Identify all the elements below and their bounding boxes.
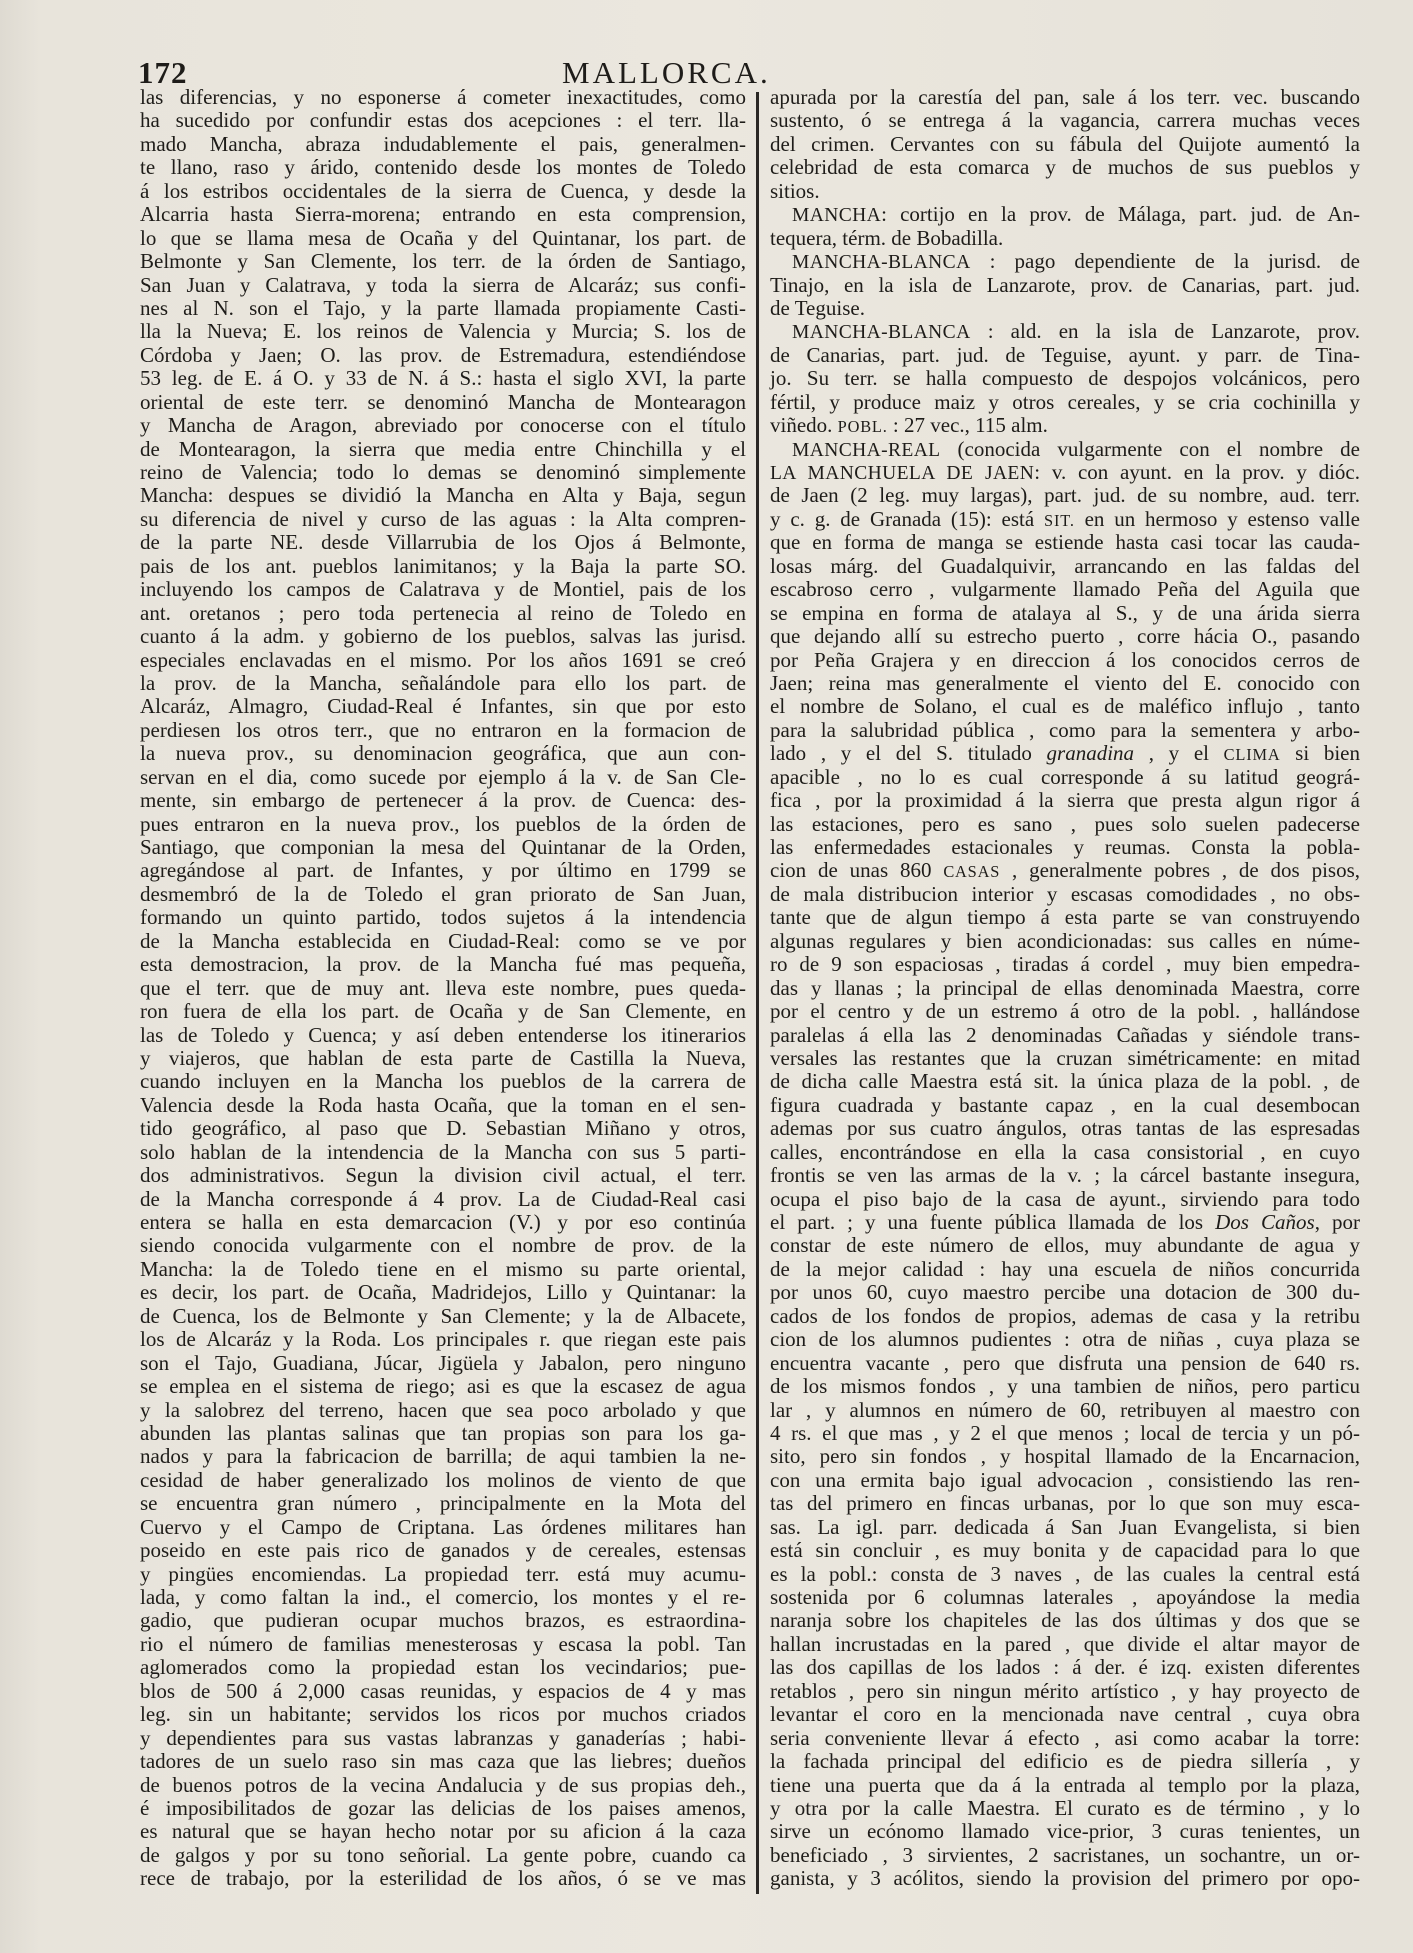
text-line: y dependientes para sus vastas labranzas y ganaderías ; habi- [140,1725,746,1750]
text-line: las diferencias, y no esponerse á cometer inexactitudes, como [140,85,746,109]
text-line: entera se halla en esta demarcacion (V.) y por eso continúa [140,1210,746,1234]
text-line: la nueva prov., su denominacion geográfica, que aun con- [140,741,746,766]
text-run: lado , y el del S. titulado [770,741,1047,766]
text-line: Córdoba y Jaen; O. las prov. de Estremadura, estendiéndose [140,342,746,367]
text-line: 4 rs. el que mas , y 2 el que menos ; local de tercia y un pó- [770,1420,1360,1445]
text-run: sitios. [770,178,820,203]
left-column [140,86,746,1891]
italic-run: granadina [1046,741,1135,766]
text-line: sirve un ecónomo llamado vice-prior, 3 curas tenientes, un [770,1819,1360,1844]
text-line: Valencia desde la Roda hasta Ocaña, que la toman en el sen- [140,1092,746,1117]
text-run: , por [1314,1210,1360,1234]
text-line: de los mismos fondos , y una tambien de niños, pero particu [770,1374,1360,1399]
text-line: sito, pero sin fondos , y hospital llamado de la Encarnacion, [770,1444,1360,1469]
text-line: sas. La igl. parr. dedicada á San Juan Evangelista, si bien [770,1514,1360,1539]
text-line: el nombre de Solano, el cual es de maléfico influjo , tanto [770,694,1360,719]
text-line: ha sucedido por confundir estas dos acepciones : el terr. lla- [140,108,746,133]
text-line: Jaen; reina mas generalmente el viento del E. conocido con [770,670,1360,695]
text-line: sustento, ó se entrega á la vagancia, carrera muchas veces [770,108,1360,133]
text-line: formando un quinto partido, todos sujetos á la intendencia [140,905,746,930]
text-line: de la mejor calidad : hay una escuela de niños concurrida [770,1256,1360,1281]
small-caps-run: CLIMA [1223,745,1281,765]
text-line [770,414,1360,437]
headword: LA MANCHUELA DE JAEN [770,463,1035,484]
text-line: se encuentra gran número , principalmente en la Mota del [140,1491,746,1516]
text-line [770,461,1360,484]
text-line: seria conveniente llevar á efecto , asi como acabar la torre: [770,1725,1360,1750]
text-line: por el centro y de un estremo á otro de la pobl. , hallándose [770,999,1360,1024]
text-line: calles, encontrándose en ella la casa consistorial , en cuyo [770,1139,1360,1164]
text-line: versales las restantes que la cruzan simétricamente: en mitad [770,1045,1360,1070]
text-line: Santiago, que componian la mesa del Quintanar de la Orden, [140,835,746,859]
text-line: nes al N. son el Tajo, y la parte llamada propiamente Casti- [140,295,746,320]
text-line: beneficiado , 3 sirvientes, 2 sacristanes, un sochantre, un or- [770,1842,1360,1867]
text-line: lada, y como faltan la ind., el comercio, los montes y el re- [140,1585,746,1609]
text-run: de Teguise. [770,295,865,320]
text-line: gadio, que pudieran ocupar muchos brazos, es estraordina- [140,1608,746,1633]
text-line [770,1211,1360,1234]
text-line [770,742,1360,765]
text-line: frontis se ven las armas de la v. ; la cárcel bastante insegura, [770,1163,1360,1188]
headword: MANCHA [792,205,882,227]
text-line: á los estribos occidentales de la sierra de Cuenca, y desde la [140,178,746,203]
text-line: poseido en este pais rico de ganados y de cereales, estensas [140,1538,746,1563]
text-line: los de Alcaráz y la Roda. Los principales r. que riegan este pais [140,1327,746,1352]
right-column [770,86,1360,1891]
text-line: 53 leg. de E. á O. y 33 de N. á S.: hasta el siglo XVI, la parte [140,366,746,391]
text-line: nados y para la fabricacion de barrilla; de aqui tambien la ne- [140,1444,746,1469]
text-line: de Canarias, part. jud. de Teguise, ayunt. y parr. de Tina- [770,342,1360,367]
text-line: de galgos y por su tono señorial. La gente pobre, cuando ca [140,1842,746,1867]
text-run: : ald. en la isla de Lanzarote, prov. [970,319,1360,344]
text-line: para la salubridad pública , como para la sementera y arbo- [770,717,1360,742]
text-line: lo que se llama mesa de Ocaña y del Quintanar, los part. de [140,225,746,250]
text-line: por Peña Grajera y en direccion á los conocidos cerros de [770,647,1360,672]
text-line: las enfermedades estacionales y reumas. Consta la pobla- [770,835,1360,859]
text-line: hallan incrustadas en la pared , que divide el altar mayor de [770,1631,1360,1656]
text-line: las dos capillas de los lados : á der. é izq. existen diferentes [770,1655,1360,1680]
text-line: aglomerados como la propiedad estan los vecindarios; pue- [140,1655,746,1680]
text-line: Cuervo y el Campo de Criptana. Las órdenes militares han [140,1514,746,1539]
text-line [770,320,1360,343]
text-line: jo. Su terr. se halla compuesto de despojos volcánicos, pero [770,366,1360,391]
text-line: de Jaen (2 leg. muy largas), part. jud. de su nombre, aud. terr. [770,483,1360,508]
text-line: desmembró de la de Toledo el gran priorato de San Juan, [140,881,746,906]
headword: MANCHA-BLANCA [792,252,971,274]
text-run: : pago dependiente de la jurisd. de [970,249,1360,274]
text-line: celebridad de esta comarca y de muchos de sus pueblos y [770,155,1360,180]
text-line: de mala distribucion interior y escasas comodidades , no obs- [770,881,1360,906]
text-line: agregándose al part. de Infantes, y por último en 1799 se [140,858,746,883]
italic-run: Dos Caños [1215,1210,1315,1234]
text-line: tas del primero en fincas urbanas, por lo que son muy esca- [770,1491,1360,1516]
text-line: perdiesen los otros terr., que no entraron en la formacion de [140,717,746,742]
headword: MANCHA-BLANCA [792,322,971,344]
text-line: Mancha: despues se dividió la Mancha en Alta y Baja, segun [140,483,746,508]
text-line: ant. oretanos ; pero toda pertenecia al reino de Toledo en [140,600,746,625]
text-line: servan en el dia, como sucede por ejemplo á la v. de San Cle- [140,764,746,789]
text-line: lla la Nueva; E. los reinos de Valencia y Murcia; S. los de [140,319,746,344]
text-line: de Montearagon, la sierra que media entre Chinchilla y el [140,436,746,461]
text-line: es la pobl.: consta de 3 naves , de las cuales la central está [770,1561,1360,1586]
text-line: algunas regulares y bien acondicionadas: sus calles en núme- [770,928,1360,953]
text-line: losas márg. del Guadalquivir, arrancando en las faldas del [770,553,1360,578]
text-run: y c. g. de Granada (15): está [770,506,1045,531]
text-line: de dicha calle Maestra está sit. la única plaza de la pobl. , de [770,1069,1360,1094]
text-run: si bien [1280,741,1360,766]
text-line: constar de este número de ellos, muy abundante de agua y [770,1233,1360,1258]
text-line: tido geográfico, al paso que D. Sebastian Miñano y otros, [140,1116,746,1141]
text-line: del crimen. Cervantes con su fábula del Quijote aumentó la [770,131,1360,156]
small-caps-run: CASAS [943,862,1001,882]
text-line: ro de 9 son espaciosas , tiradas á cordel , muy bien empedra- [770,952,1360,977]
text-line: das y llanas ; la principal de ellas denominada Maestra, corre [770,975,1360,1000]
text-line: Alcarria hasta Sierra-morena; entrando en esta comprension, [140,202,746,227]
text-line: levantar el coro en la mencionada nave central , cuya obra [770,1702,1360,1727]
text-line: fica , por la proximidad á la sierra que presta algun rigor á [770,788,1360,813]
text-line: apacible , no lo es cual corresponde á su latitud geográ- [770,764,1360,789]
text-line: es decir, los part. de Ocaña, Madridejos, Lillo y Quintanar: la [140,1280,746,1305]
text-line: rece de trabajo, por la esterilidad de los años, ó se ve mas [140,1866,746,1891]
text-line: cuanto á la adm. y gobierno de los pueblos, salvas las jurisd. [140,624,746,649]
text-line: sostenida por 6 columnas laterales , apoyándose la media [770,1585,1360,1609]
text-line: figura cuadrada y bastante capaz , en la cual desembocan [770,1092,1360,1117]
text-line: ocupa el piso bajo de la casa de ayunt., sirviendo para todo [770,1186,1360,1211]
running-title: MALLORCA. [562,55,771,90]
text-line: te llano, raso y árido, contenido desde los montes de Toledo [140,155,746,180]
text-run: , y el [1134,741,1224,766]
text-line: las estaciones, pero es sano , pues solo suelen padecerse [770,811,1360,836]
text-line: de la Mancha establecida en Ciudad-Real: como se ve por [140,928,746,953]
text-line: y la salobrez del terreno, hacen que sea poco arbolado y que [140,1397,746,1422]
column-divider [756,92,759,1894]
text-line: por unos 60, cuyo maestro percibe una dotacion de 300 du- [770,1280,1360,1305]
text-line: blos de 500 á 2,000 casas reunidas, y espacios de 4 y mas [140,1678,746,1703]
text-line: esta demostracion, la prov. de la Mancha fué mas pequeña, [140,952,746,977]
text-line: de Cuenca, los de Belmonte y San Clemente; y la de Albacete, [140,1303,746,1328]
text-line: de buenos potros de la vecina Andalucia y de sus propias deh., [140,1772,746,1797]
text-line: Mancha: la de Toledo tiene en el mismo su parte oriental, [140,1256,746,1281]
text-line: apurada por la carestía del pan, sale á los terr. vec. buscando [770,85,1360,109]
text-line: ron fuera de ella los part. de Ocaña y de San Clemente, en [140,999,746,1024]
text-line: cion de los alumnos pudientes : otra de niñas , cuya plaza se [770,1327,1360,1352]
text-line [770,227,1360,250]
text-line: especiales enclavadas en el mismo. Por los años 1691 se creó [140,647,746,672]
text-run: : cortijo en la prov. de Málaga, part. jud. de An- [881,202,1360,227]
text-line: Alcaráz, Almagro, Ciudad-Real é Infantes, sin que por esto [140,694,746,719]
text-line: la prov. de la Mancha, señalándole para ello los part. de [140,670,746,695]
text-line: reino de Valencia; todo lo demas se denominó simplemente [140,460,746,484]
text-line: con una ermita bajo igual advocacion , consistiendo las ren- [770,1467,1360,1492]
text-line: pais de los ant. pueblos lanimitanos; y la Baja la parte SO. [140,553,746,578]
text-run: el part. ; y una fuente pública llamada de los [770,1210,1216,1234]
text-line: naranja sobre los chapiteles de las dos últimas y dos que se [770,1608,1360,1633]
small-caps-run: POBL. [837,417,888,437]
text-line: mente, sin embargo de pertenecer á la prov. de Cuenca: des- [140,788,746,813]
text-line: abunden las plantas salinas que tan propias son para los ga- [140,1420,746,1445]
text-line [770,297,1360,320]
text-line: de la Mancha corresponde á 4 prov. La de Ciudad-Real casi [140,1186,746,1211]
text-line [770,203,1360,226]
text-line [770,438,1360,461]
text-line: lar , y alumnos en número de 60, retribuyen al maestro con [770,1397,1360,1422]
text-line: ademas por sus cuatro ángulos, otras tantas de las espresadas [770,1116,1360,1141]
text-line: las de Toledo y Cuenca; y así deben entenderse los itinerarios [140,1022,746,1047]
text-line [770,250,1360,273]
text-run: en un hermoso y estenso valle [1074,506,1360,531]
text-line: la fachada principal del edificio es de piedra sillería , y [770,1749,1360,1774]
text-run: tequera, térm. de Bobadilla. [770,225,1004,250]
text-line: que el terr. que de muy ant. lleva este nombre, pues queda- [140,975,746,1000]
text-line: que en forma de manga se estiende hasta casi tocar las cauda- [770,530,1360,555]
text-line: y otra por la calle Maestra. El curato es de término , y lo [770,1795,1360,1820]
text-line: Tinajo, en la isla de Lanzarote, prov. de Canarias, part. jud. [770,272,1360,297]
text-line: San Juan y Calatrava, y toda la sierra de Alcaráz; sus confi- [140,272,746,297]
text-line: son el Tajo, Guadiana, Júcar, Jigüela y Jabalon, pero ninguno [140,1350,746,1375]
text-line: tadores de un suelo raso sin mas caza que las liebres; dueños [140,1749,746,1774]
text-line: y viajeros, que hablan de esta parte de Castilla la Nueva, [140,1045,746,1070]
page-number: 172 [138,55,188,90]
text-line: oriental de este terr. se denominó Mancha de Montearagon [140,389,746,414]
text-line: tiene una puerta que da á la entrada al templo por la plaza, [770,1772,1360,1797]
text-line: Belmonte y San Clemente, los terr. de la órden de Santiago, [140,249,746,274]
small-caps-run: SIT. [1044,510,1075,530]
text-line: paralelas á ella las 2 denominadas Cañadas y siéndole trans- [770,1022,1360,1047]
text-line: está sin concluir , es muy bonita y de capacidad para lo que [770,1538,1360,1563]
text-line: solo hablan de la intendencia de la Mancha con sus 5 parti- [140,1139,746,1164]
text-line [770,180,1360,203]
text-line: y Mancha de Aragon, abreviado por conocerse con el título [140,413,746,438]
text-line: se emplea en el sistema de riego; asi es que la escasez de agua [140,1374,746,1399]
text-run: viñedo. [770,413,838,438]
text-line: que dejando allí su estrecho puerto , corre hácia O., pasando [770,624,1360,649]
text-line: dos administrativos. Segun la division civil actual, el terr. [140,1163,746,1188]
text-run: (conocida vulgarmente con el nombre de [940,436,1360,461]
text-line: es natural que se hayan hecho notar por su aficion á la caza [140,1819,746,1844]
text-line: se empina en forma de atalaya al S., y de una árida sierra [770,600,1360,625]
text-line [770,859,1360,882]
text-line: siendo conocida vulgarmente con el nombre de prov. de la [140,1233,746,1258]
text-line: de la parte NE. desde Villarrubia de los Ojos á Belmonte, [140,530,746,555]
text-line: y pingües encomiendas. La propiedad terr. está muy acumu- [140,1561,746,1586]
text-line [770,508,1360,531]
text-line: su diferencia de nivel y curso de las aguas : la Alta compren- [140,506,746,531]
text-line: leg. sin un habitante; servidos los ricos por muchos criados [140,1702,746,1727]
text-line: cados de los fondos de propios, ademas de casa y la retribu [770,1303,1360,1328]
text-line: ganista, y 3 acólitos, siendo la provision del primero por opo- [770,1866,1360,1891]
text-line: mado Mancha, abraza indudablemente el pais, generalmen- [140,131,746,156]
headword: MANCHA-REAL [792,439,941,461]
text-line: cesidad de haber generalizado los molinos de viento de que [140,1467,746,1492]
text-line: cuando incluyen en la Mancha los pueblos de la carrera de [140,1069,746,1094]
text-line: encuentra vacante , pero que disfruta una pension de 640 rs. [770,1350,1360,1375]
text-line: retablos , pero sin ningun mérito artístico , y hay proyecto de [770,1678,1360,1703]
text-line: incluyendo los campos de Calatrava y de Montiel, pais de los [140,577,746,602]
text-line: escabroso cerro , vulgarmente llamado Peña del Aguila que [770,577,1360,602]
text-line: rio el número de familias menesterosas y escasa la pobl. Tan [140,1631,746,1656]
text-run: : v. con ayunt. en la prov. y dióc. [1034,460,1360,484]
text-line: tante que de algun tiempo á esta parte se van construyendo [770,905,1360,930]
text-run: cion de unas 860 [770,858,944,883]
text-run: : 27 vec., 115 alm. [887,413,1048,438]
text-run: , generalmente pobres , de dos pisos, [1000,858,1360,883]
text-line: é imposibilitados de gozar las delicias de los paises amenos, [140,1795,746,1820]
text-line: fértil, y produce maiz y otros cereales, y se cria cochinilla y [770,389,1360,414]
text-line: pues entraron en la nueva prov., los pueblos de la órden de [140,811,746,836]
